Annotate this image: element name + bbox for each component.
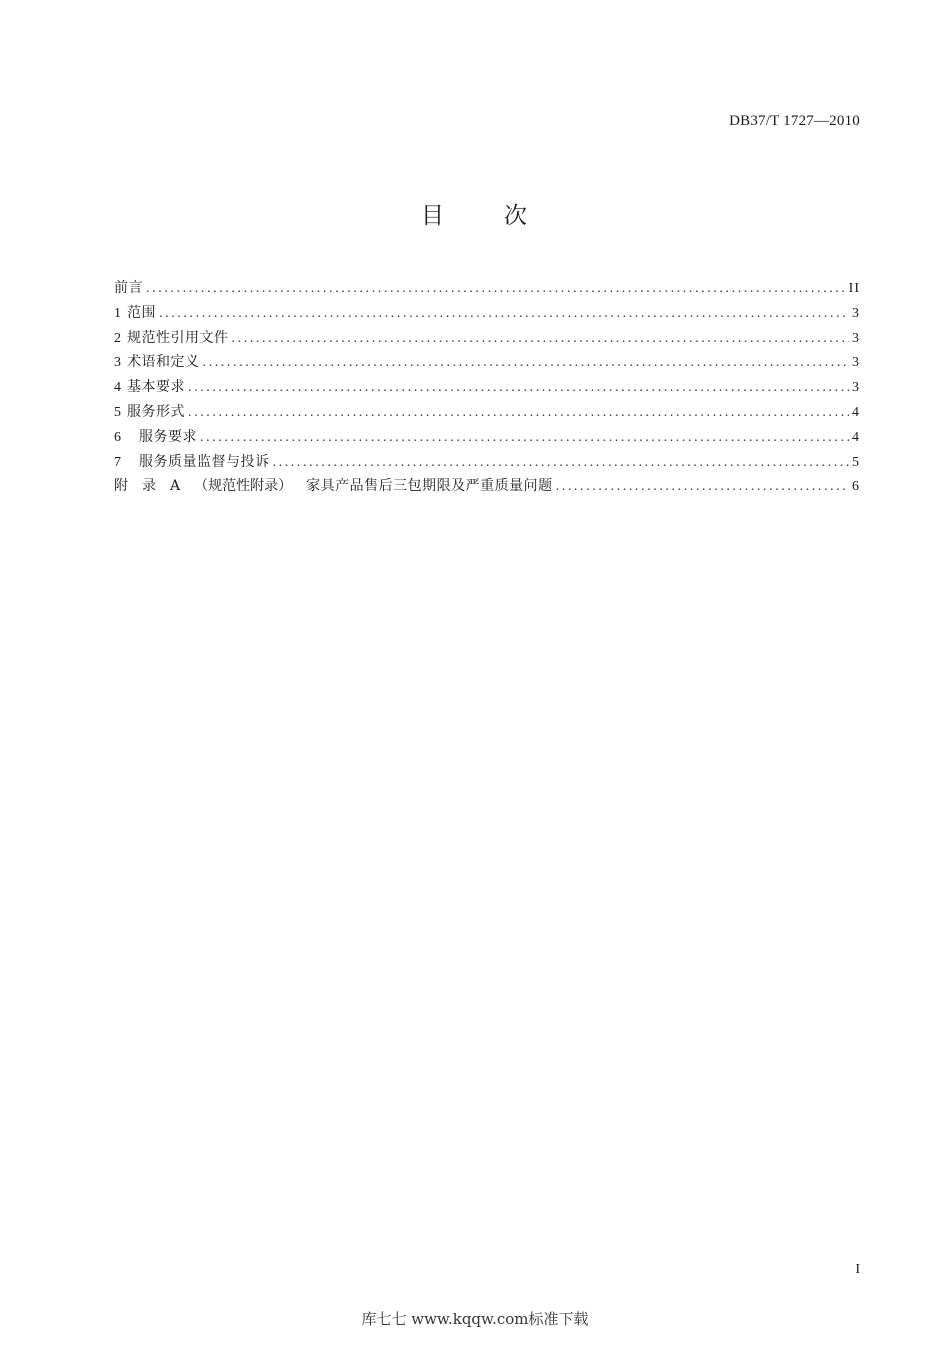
toc-label: 服务质量监督与投诉 [139,453,270,470]
toc-entry-foreword[interactable] [114,276,860,301]
toc-label: 术语和定义 [127,354,200,371]
toc-page-number: 4 [852,429,860,445]
toc-annex-prefix [114,474,306,499]
annex-prefix-lu: 录 [142,478,156,495]
toc-leader-dots [200,426,849,451]
toc-number: 1 [114,305,121,321]
toc-number: 6 [114,429,121,445]
toc-label: 规范性引用文件 [127,329,229,346]
standard-code: DB37/T 1727—2010 [729,113,860,129]
toc-number: 3 [114,355,121,371]
toc-page-number: 3 [852,330,860,346]
toc-page-number: II [848,281,860,296]
title-char-2: 次 [504,203,529,229]
toc-page-number: 3 [852,305,860,321]
title-char-1: 目 [421,203,446,229]
toc-leader-dots [188,401,849,426]
toc-page-number: 3 [852,380,860,396]
page-title [0,197,950,230]
toc-entry-quality-supervision[interactable] [114,450,860,475]
toc-number: 2 [114,330,121,346]
toc-leader-dots [273,451,850,476]
toc-label: 基本要求 [127,379,185,396]
annex-prefix-letter: A [170,478,181,495]
annex-prefix-fu: 附 [114,478,128,495]
toc-leader-dots [203,351,850,376]
toc-entry-basic-requirements[interactable] [114,375,860,400]
toc-page-number: 4 [852,404,860,420]
toc-number: 5 [114,404,121,420]
toc-entry-scope[interactable] [114,301,860,326]
toc-number: 4 [114,380,121,396]
toc-entry-terms-definitions[interactable] [114,350,860,375]
toc-leader-dots [556,475,849,500]
toc-page-number: 5 [852,454,860,470]
toc-label: 服务形式 [127,403,185,420]
toc-label: 范围 [127,304,156,321]
toc-leader-dots [188,376,849,401]
toc-entry-service-forms[interactable] [114,400,860,425]
toc-label: 前言 [114,280,143,296]
toc-entry-service-requirements[interactable] [114,425,860,450]
toc-label: 服务要求 [139,428,197,445]
toc-entry-normative-references[interactable] [114,326,860,351]
toc-leader-dots [232,327,850,352]
toc-number: 7 [114,454,121,470]
toc-page-number: 6 [852,479,860,495]
toc-entry-annex-a[interactable] [114,474,860,499]
toc-page-number: 3 [852,355,860,371]
table-of-contents [114,276,860,499]
toc-label: 家具产品售后三包期限及严重质量问题 [306,478,553,495]
toc-leader-dots [146,277,846,302]
page-number: I [855,1262,860,1277]
annex-prefix-type: （规范性附录） [194,478,293,495]
toc-leader-dots [159,302,849,327]
footer-watermark: 库七七 www.kqqw.com标准下载 [361,1310,589,1328]
